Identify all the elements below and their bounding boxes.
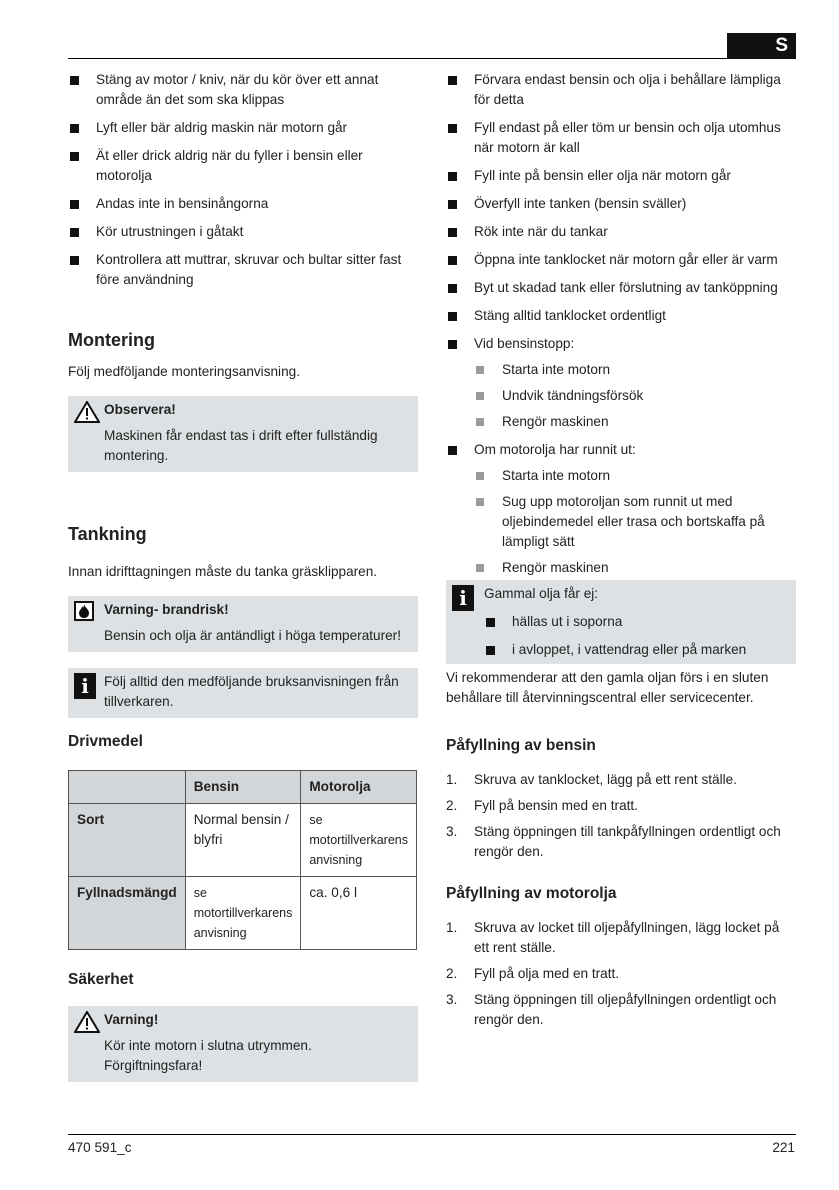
info-icon: i xyxy=(452,585,474,611)
language-tab: S xyxy=(727,33,796,59)
fire-icon xyxy=(74,601,94,621)
column-header-motorolja: Motorolja xyxy=(301,771,417,804)
varning-text: Kör inte motorn i slutna utrymmen. Förgiftningsfara! xyxy=(104,1038,312,1073)
list-item-bensinstopp xyxy=(446,334,796,432)
row-header-sort: Sort xyxy=(69,804,186,877)
observera-text: Maskinen får endast tas i drift efter fullständig montering. xyxy=(104,428,378,463)
sakerhet-heading: Säkerhet xyxy=(68,971,134,988)
sub-list-item: Rengör maskinen xyxy=(474,412,796,432)
safety-list-right xyxy=(446,70,796,578)
sub-list-item: Undvik tändningsförsök xyxy=(474,386,796,406)
montering-heading: Montering xyxy=(68,330,155,350)
varning-title: Varning! xyxy=(104,1012,159,1027)
list-item: Stäng av motor / kniv, när du kör över ett annat område än det som ska klippas xyxy=(68,70,418,110)
step-item: 1. Skruva av tanklocket, lägg på ett rent ställe. xyxy=(446,772,737,787)
gammal-olja-title: Gammal olja får ej: xyxy=(484,586,599,601)
pafyllning-bensin-steps xyxy=(446,770,796,862)
rekommendation-text: Vi rekommenderar att den gamla oljan förs i en sluten behållare till återvinningscentral eller servicecenter. xyxy=(446,670,769,705)
drivmedel-heading: Drivmedel xyxy=(68,733,143,750)
list-item: Fyll inte på bensin eller olja när motorn går xyxy=(446,166,796,186)
list-item: Stäng alltid tanklocket ordentligt xyxy=(446,306,796,326)
sub-list-item: Starta inte motorn xyxy=(474,466,796,486)
table-cell: ca. 0,6 l xyxy=(301,877,417,950)
right-column xyxy=(446,70,796,1036)
step-item: 1. Skruva av locket till oljepåfyllningen, lägg locket på ett rent ställe. xyxy=(446,920,780,955)
left-column xyxy=(68,70,418,1082)
pafyllning-bensin-heading: Påfyllning av bensin xyxy=(446,737,596,754)
warning-triangle-icon xyxy=(74,401,100,429)
list-item: i avloppet, i vattendrag eller på marken xyxy=(484,640,788,660)
list-item: Fyll endast på eller töm ur bensin och olja utomhus när motorn är kall xyxy=(446,118,796,158)
table-corner xyxy=(69,771,186,804)
fire-warning-text: Bensin och olja är antändligt i höga temperaturer! xyxy=(104,628,401,643)
list-item: Kör utrustningen i gåtakt xyxy=(68,222,418,242)
tankning-text: Innan idrifttagningen måste du tanka gräsklipparen. xyxy=(68,564,378,579)
motorolja-sublist xyxy=(474,466,796,578)
pafyllning-olja-steps xyxy=(446,918,796,1030)
safety-list-left xyxy=(68,70,418,290)
list-item: Andas inte in bensinångorna xyxy=(68,194,418,214)
step-item: 3. Stäng öppningen till oljepåfyllningen ordentligt och rengör den. xyxy=(446,992,777,1027)
observera-note xyxy=(68,396,418,472)
list-item-motorolja xyxy=(446,440,796,578)
list-item: Rök inte när du tankar xyxy=(446,222,796,242)
footer-rule xyxy=(68,1134,796,1135)
list-item: hällas ut i soporna xyxy=(484,612,788,632)
list-item: Kontrollera att muttrar, skruvar och bultar sitter fast före användning xyxy=(68,250,418,290)
fire-warning-box xyxy=(68,596,418,652)
fire-warning-title: Varning- brandrisk! xyxy=(104,602,229,617)
list-item: Överfyll inte tanken (bensin sväller) xyxy=(446,194,796,214)
tankning-heading: Tankning xyxy=(68,524,147,544)
info-icon: i xyxy=(74,673,96,699)
column-header-bensin: Bensin xyxy=(185,771,301,804)
info-box-manufacturer xyxy=(68,668,418,718)
warning-triangle-icon xyxy=(74,1011,100,1039)
page-number: 221 xyxy=(772,1140,795,1155)
table-row xyxy=(69,804,417,877)
list-item: Öppna inte tanklocket när motorn går eller är varm xyxy=(446,250,796,270)
bensinstopp-label: Vid bensinstopp: xyxy=(474,336,575,351)
observera-title: Observera! xyxy=(104,402,176,417)
sub-list-item: Rengör maskinen xyxy=(474,558,796,578)
motorolja-label: Om motorolja har runnit ut: xyxy=(474,442,636,457)
list-item: Lyft eller bär aldrig maskin när motorn går xyxy=(68,118,418,138)
list-item: Förvara endast bensin och olja i behållare lämpliga för detta xyxy=(446,70,796,110)
varning-box xyxy=(68,1006,418,1082)
document-id: 470 591_c xyxy=(68,1140,132,1155)
step-item: 2. Fyll på olja med en tratt. xyxy=(446,966,620,981)
table-cell: Normal bensin / blyfri xyxy=(185,804,301,877)
row-header-fyllnadsmangd: Fyllnadsmängd xyxy=(69,877,186,950)
table-cell: se motortillverkarens anvisning xyxy=(301,804,417,877)
gammal-olja-list xyxy=(484,612,788,660)
gammal-olja-box xyxy=(446,580,796,664)
table-cell: se motortillverkarens anvisning xyxy=(185,877,301,950)
list-item: Ät eller drick aldrig när du fyller i bensin eller motorolja xyxy=(68,146,418,186)
table-row xyxy=(69,877,417,950)
info-text: Följ alltid den medföljande bruksanvisningen från tillverkaren. xyxy=(104,674,399,709)
fuel-table xyxy=(68,770,417,950)
step-item: 2. Fyll på bensin med en tratt. xyxy=(446,798,638,813)
list-item: Byt ut skadad tank eller förslutning av tanköppning xyxy=(446,278,796,298)
header-rule xyxy=(68,58,796,59)
bensinstopp-sublist xyxy=(474,360,796,432)
step-item: 3. Stäng öppningen till tankpåfyllningen ordentligt och rengör den. xyxy=(446,824,781,859)
pafyllning-olja-heading: Påfyllning av motorolja xyxy=(446,885,617,902)
sub-list-item: Sug upp motoroljan som runnit ut med oljebindemedel eller trasa och bortskaffa på lämpligt sätt xyxy=(474,492,796,552)
montering-text: Följ medföljande monteringsanvisning. xyxy=(68,364,300,379)
sub-list-item: Starta inte motorn xyxy=(474,360,796,380)
